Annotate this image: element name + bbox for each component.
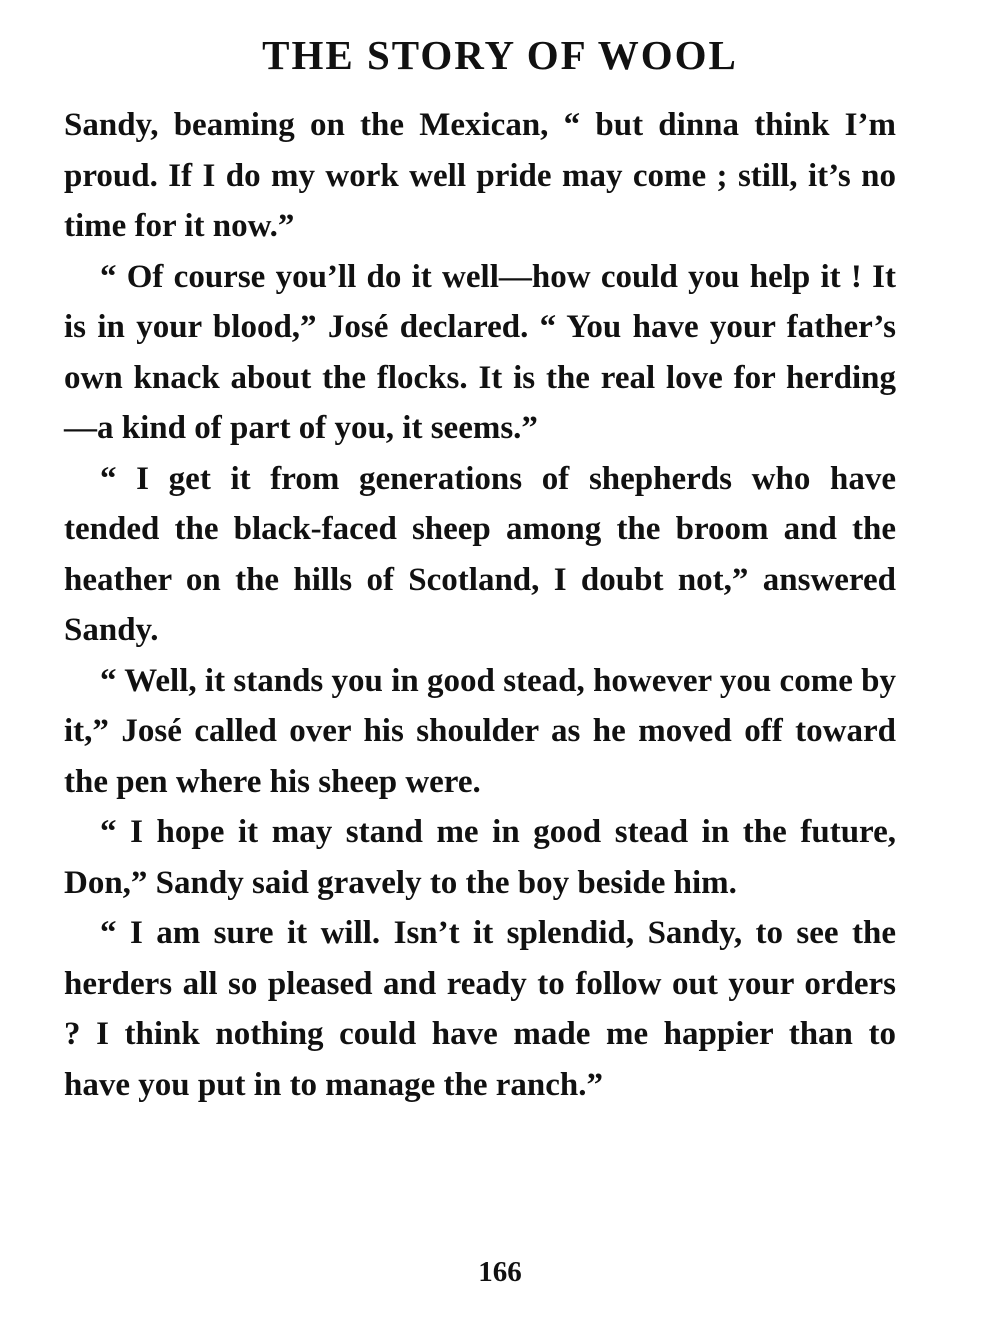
running-title: THE STORY OF WOOL <box>262 32 738 78</box>
body-text <box>64 100 896 1110</box>
paragraph: “ I hope it may stand me in good stead in the future, Don,” Sandy said gravely to the boy beside him. <box>64 814 896 901</box>
page-number: 166 <box>478 1256 522 1288</box>
paragraph: “ I am sure it will. Isn’t it splendid, Sandy, to see the herders all so pleased and ready to follow out your orders ? I think nothing could have made me happier than to have you put in to manage the ranch.” <box>64 915 896 1103</box>
paragraph: “ Well, it stands you in good stead, however you come by it,” José called over his shoulder as he moved off toward the pen where his sheep were. <box>64 662 896 800</box>
paragraph: “ Of course you’ll do it well—how could you help it ! It is in your blood,” José declared. “ You have your father’s own knack about the flocks. It is the real love for herding—a kind of part of you, it seems.” <box>64 258 896 446</box>
paragraph: “ I get it from generations of shepherds who have tended the black-faced sheep among the broom and the heather on the hills of Scotland, I doubt not,” answered Sandy. <box>64 460 896 648</box>
paragraph: Sandy, beaming on the Mexican, “ but dinna think I’m proud. If I do my work well pride may come ; still, it’s no time for it now.” <box>64 107 896 244</box>
